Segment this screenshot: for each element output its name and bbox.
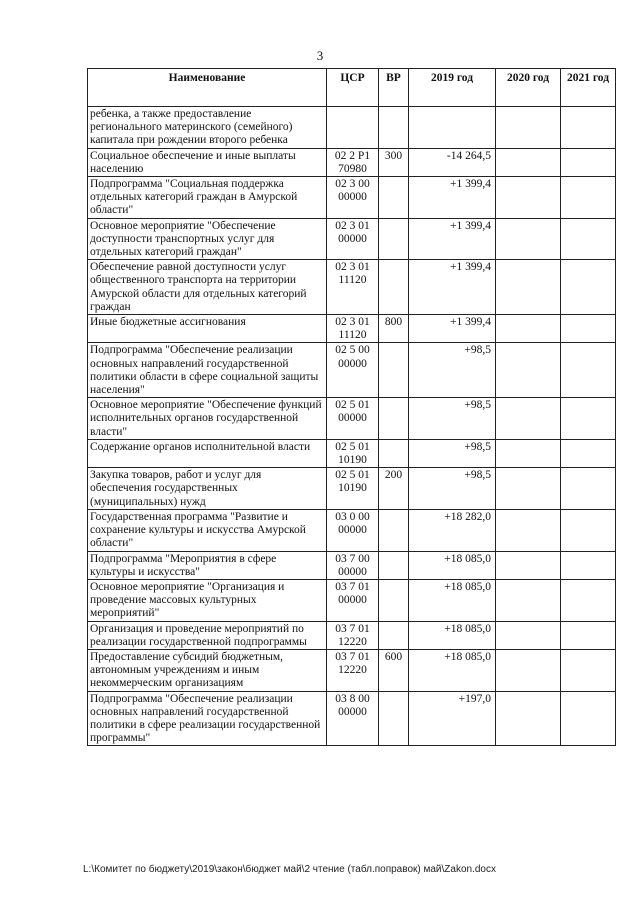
cell-2019: -14 264,5: [409, 148, 496, 176]
cell-vr: [379, 218, 409, 260]
cell-2019: +18 085,0: [409, 551, 496, 579]
table-row: [88, 439, 616, 467]
cell-2021: [561, 148, 616, 176]
cell-csr: 03 7 01 12220: [327, 621, 379, 649]
cell-vr: [379, 509, 409, 551]
cell-vr: [379, 343, 409, 398]
cell-vr: 800: [379, 315, 409, 343]
cell-csr: 02 3 00 00000: [327, 177, 379, 219]
table-header-row: [88, 69, 616, 107]
cell-csr: 02 3 01 11120: [327, 315, 379, 343]
cell-2020: [496, 343, 561, 398]
cell-vr: 600: [379, 649, 409, 691]
cell-csr: 02 3 01 00000: [327, 218, 379, 260]
table-row: [88, 177, 616, 219]
cell-csr: 03 7 00 00000: [327, 551, 379, 579]
cell-2019: +98,5: [409, 343, 496, 398]
cell-name: Обеспечение равной доступности услуг общественного транспорта на территории Амурской области для отдельных категорий граждан: [88, 260, 327, 315]
cell-2021: [561, 260, 616, 315]
cell-vr: [379, 439, 409, 467]
cell-2019: +1 399,4: [409, 260, 496, 315]
cell-name: Иные бюджетные ассигнования: [88, 315, 327, 343]
table-row: [88, 343, 616, 398]
cell-name: Государственная программа "Развитие и сохранение культуры и искусства Амурской области": [88, 509, 327, 551]
cell-2019: +98,5: [409, 439, 496, 467]
cell-2021: [561, 218, 616, 260]
cell-2020: [496, 468, 561, 510]
cell-csr: 02 5 01 10190: [327, 439, 379, 467]
cell-csr: 03 7 01 12220: [327, 649, 379, 691]
cell-2019: +18 085,0: [409, 579, 496, 621]
cell-vr: 300: [379, 148, 409, 176]
cell-name: Предоставление субсидий бюджетным, автономным учреждениям и иным некоммерческим организациям: [88, 649, 327, 691]
cell-2021: [561, 468, 616, 510]
table-row: [88, 260, 616, 315]
cell-name: Подпрограмма "Обеспечение реализации основных направлений государственной политики в сфере реализации государственной программы": [88, 691, 327, 746]
cell-2020: [496, 649, 561, 691]
cell-2021: [561, 343, 616, 398]
cell-2020: [496, 148, 561, 176]
file-path-footer: L:\Комитет по бюджету\2019\закон\бюджет май\2 чтение (табл.поправок) май\Zakon.docx: [83, 864, 496, 875]
cell-2021: [561, 439, 616, 467]
cell-vr: [379, 691, 409, 746]
table-row: [88, 468, 616, 510]
cell-2021: [561, 177, 616, 219]
cell-name: Основное мероприятие "Обеспечение доступности транспортных услуг для отдельных категорий граждан": [88, 218, 327, 260]
table-row: [88, 691, 616, 746]
column-header-2020: 2020 год: [496, 69, 561, 107]
cell-2021: [561, 621, 616, 649]
cell-2020: [496, 315, 561, 343]
cell-vr: [379, 579, 409, 621]
cell-csr: 02 5 01 10190: [327, 468, 379, 510]
cell-2020: [496, 509, 561, 551]
cell-2021: [561, 398, 616, 440]
table-body: [88, 107, 616, 746]
cell-vr: [379, 551, 409, 579]
cell-vr: [379, 260, 409, 315]
cell-2021: [561, 509, 616, 551]
cell-name: Подпрограмма "Мероприятия в сфере культуры и искусства": [88, 551, 327, 579]
cell-csr: 02 3 01 11120: [327, 260, 379, 315]
cell-vr: 200: [379, 468, 409, 510]
cell-2021: [561, 315, 616, 343]
cell-vr: [379, 107, 409, 149]
table-row: [88, 148, 616, 176]
cell-2020: [496, 218, 561, 260]
cell-2021: [561, 107, 616, 149]
cell-2020: [496, 551, 561, 579]
cell-2020: [496, 107, 561, 149]
cell-vr: [379, 398, 409, 440]
table-row: [88, 509, 616, 551]
cell-name: ребенка, а также предоставление регионального материнского (семейного) капитала при рождении второго ребенка: [88, 107, 327, 149]
table-row: [88, 107, 616, 149]
table-row: [88, 649, 616, 691]
column-header-2019: 2019 год: [409, 69, 496, 107]
cell-csr: [327, 107, 379, 149]
cell-2020: [496, 579, 561, 621]
cell-2020: [496, 621, 561, 649]
cell-name: Подпрограмма "Социальная поддержка отдельных категорий граждан в Амурской области": [88, 177, 327, 219]
table-row: [88, 579, 616, 621]
page-number: 3: [316, 48, 324, 63]
column-header-csr: ЦСР: [327, 69, 379, 107]
cell-name: Подпрограмма "Обеспечение реализации основных направлений государственной политики области в сфере социальной защиты населения": [88, 343, 327, 398]
cell-2021: [561, 649, 616, 691]
cell-2021: [561, 551, 616, 579]
cell-2020: [496, 439, 561, 467]
cell-name: Организация и проведение мероприятий по реализации государственной подпрограммы: [88, 621, 327, 649]
cell-name: Основное мероприятие "Организация и проведение массовых культурных мероприятий": [88, 579, 327, 621]
table-row: [88, 315, 616, 343]
table-row: [88, 621, 616, 649]
column-header-name: Наименование: [88, 69, 327, 107]
column-header-2021: 2021 год: [561, 69, 616, 107]
budget-amendments-table: [87, 68, 616, 746]
cell-csr: 03 0 00 00000: [327, 509, 379, 551]
cell-2019: +1 399,4: [409, 315, 496, 343]
cell-2020: [496, 260, 561, 315]
cell-2020: [496, 177, 561, 219]
cell-2019: +18 085,0: [409, 649, 496, 691]
cell-name: Социальное обеспечение и иные выплаты населению: [88, 148, 327, 176]
cell-csr: 02 5 01 00000: [327, 398, 379, 440]
cell-2021: [561, 691, 616, 746]
cell-csr: 02 5 00 00000: [327, 343, 379, 398]
column-header-vr: ВР: [379, 69, 409, 107]
cell-2019: +98,5: [409, 468, 496, 510]
table-row: [88, 551, 616, 579]
cell-2020: [496, 691, 561, 746]
cell-2019: +98,5: [409, 398, 496, 440]
cell-2019: +18 085,0: [409, 621, 496, 649]
cell-vr: [379, 621, 409, 649]
cell-name: Основное мероприятие "Обеспечение функций исполнительных органов государственной власти": [88, 398, 327, 440]
cell-name: Содержание органов исполнительной власти: [88, 439, 327, 467]
cell-vr: [379, 177, 409, 219]
cell-2019: +1 399,4: [409, 218, 496, 260]
table-row: [88, 398, 616, 440]
cell-name: Закупка товаров, работ и услуг для обеспечения государственных (муниципальных) нужд: [88, 468, 327, 510]
cell-csr: 03 8 00 00000: [327, 691, 379, 746]
cell-2020: [496, 398, 561, 440]
cell-csr: 02 2 P1 70980: [327, 148, 379, 176]
cell-2019: +197,0: [409, 691, 496, 746]
cell-csr: 03 7 01 00000: [327, 579, 379, 621]
cell-2019: +18 282,0: [409, 509, 496, 551]
table-row: [88, 218, 616, 260]
cell-2021: [561, 579, 616, 621]
cell-2019: +1 399,4: [409, 177, 496, 219]
cell-2019: [409, 107, 496, 149]
